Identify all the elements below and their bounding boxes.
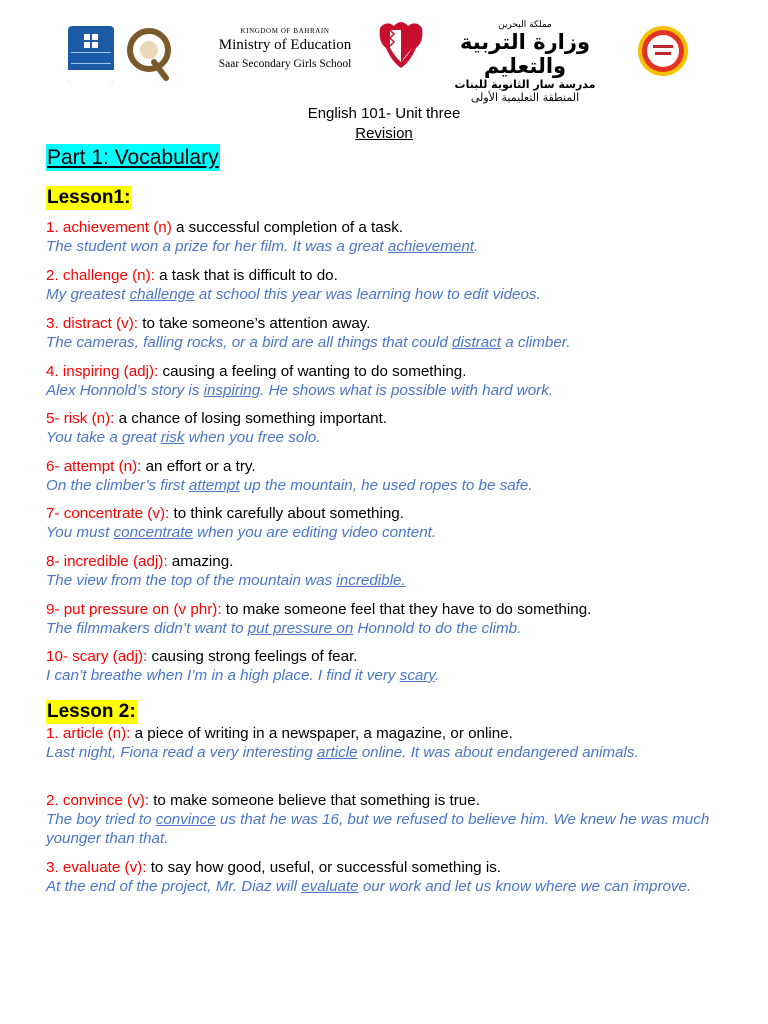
vocab-example: The filmmakers didn’t want to put pressure on Honnold to do the climb.: [46, 620, 522, 637]
vocab-term: 6- attempt (n):: [46, 458, 142, 475]
revision-title: Revision: [355, 125, 413, 142]
letterhead: [0, 18, 768, 104]
vocab-definition: to say how good, useful, or successful something is.: [146, 859, 502, 876]
vocab-definition: a chance of losing something important.: [114, 410, 388, 427]
part-heading: Part 1: Vocabulary: [47, 146, 219, 169]
vocab-term: 1. article (n):: [46, 725, 131, 742]
vocab-example: You take a great risk when you free solo.: [46, 429, 321, 446]
vocab-definition: causing a feeling of wanting to do something.: [158, 363, 467, 380]
vocab-definition: a piece of writing in a newspaper, a magazine, or online.: [130, 725, 513, 742]
example-keyword: evaluate: [301, 878, 359, 895]
example-keyword: put pressure on: [247, 620, 354, 637]
vocab-term: 1. achievement (n): [46, 219, 172, 236]
ministry-block: [200, 27, 370, 70]
vocab-definition: an effort or a try.: [141, 458, 256, 475]
showcase-schools-logo: [68, 26, 114, 84]
vocab-entry-convince: [46, 791, 746, 848]
example-keyword: convince: [155, 811, 216, 828]
vocab-definition: to make someone feel that they have to do something.: [221, 601, 592, 618]
vocab-example: The cameras, falling rocks, or a bird are all things that could distract a climber.: [46, 334, 571, 351]
example-keyword: risk: [160, 429, 185, 446]
vocab-entry-put-pressure-on: [46, 600, 746, 638]
vocab-term: 3. evaluate (v):: [46, 859, 147, 876]
example-keyword: attempt: [188, 477, 240, 494]
vocab-example: At the end of the project, Mr. Diaz will evaluate our work and let us know where we can improve.: [46, 878, 692, 895]
vocab-term: 2. convince (v):: [46, 792, 149, 809]
vocab-example: Last night, Fiona read a very interesting article online. It was about endangered animals.: [46, 744, 639, 761]
vocab-entry-article: [46, 724, 746, 762]
vocab-term: 5- risk (n):: [46, 410, 115, 427]
unit-title: English 101- Unit three: [307, 105, 461, 122]
arabic-ministry-block: [436, 20, 614, 104]
vocab-term: 8- incredible (adj):: [46, 553, 168, 570]
school-label: Saar Secondary Girls School: [218, 58, 352, 70]
vocab-term: 4. inspiring (adj):: [46, 363, 159, 380]
saar-school-logo: [636, 24, 690, 78]
vocab-example: The student won a prize for her film. It was a great achievement.: [46, 238, 479, 255]
vocab-example: The boy tried to convince us that he was 16, but we refused to believe him. We knew he was much younger than that.: [46, 811, 710, 847]
arabic-school-label: مدرسة سار الثانوية للبنات: [454, 78, 596, 91]
arabic-kingdom-label: مملكة البحرين: [498, 20, 552, 30]
example-keyword: article: [317, 744, 358, 761]
vocab-definition: to take someone’s attention away.: [138, 315, 371, 332]
vocab-entry-distract: [46, 314, 746, 352]
example-keyword: concentrate: [113, 524, 193, 541]
vocab-term: 10- scary (adj):: [46, 648, 148, 665]
bahrain-crest-logo: [376, 18, 426, 76]
vocab-entry-scary: [46, 647, 746, 685]
vocab-definition: a task that is difficult to do.: [154, 267, 338, 284]
vocab-example: My greatest challenge at school this year was learning how to edit videos.: [46, 286, 541, 303]
example-keyword: distract: [452, 334, 501, 351]
vocab-term: 2. challenge (n):: [46, 267, 155, 284]
ministry-label: Ministry of Education: [218, 37, 352, 53]
microsoft-windows-icon: [84, 34, 98, 48]
lesson2-heading: Lesson 2:: [47, 701, 136, 722]
vocab-term: 9- put pressure on (v phr):: [46, 601, 222, 618]
vocab-example: The view from the top of the mountain was incredible.: [46, 572, 406, 589]
vocab-entry-achievement: [46, 218, 746, 256]
arabic-region-label: المنطقة التعليمية الأولى: [470, 91, 580, 104]
kingdom-label: KINGDOM OF BAHRAIN: [240, 27, 330, 35]
vocab-definition: amazing.: [167, 553, 234, 570]
vocab-definition: to make someone believe that something is true.: [148, 792, 480, 809]
vocab-entry-incredible: [46, 552, 746, 590]
vocab-entry-risk: [46, 409, 746, 447]
vocab-entry-challenge: [46, 266, 746, 304]
example-keyword: inspiring: [203, 382, 261, 399]
example-keyword: incredible.: [336, 572, 406, 589]
vocab-example: I can’t breathe when I’m in a high place. I find it very scary.: [46, 667, 440, 684]
vocab-term: 7- concentrate (v):: [46, 505, 170, 522]
vocab-definition: causing strong feelings of fear.: [147, 648, 358, 665]
vocab-example: Alex Honnold’s story is inspiring. He shows what is possible with hard work.: [46, 382, 554, 399]
q-logo: [124, 24, 174, 84]
vocab-entry-concentrate: [46, 504, 746, 542]
arabic-ministry-label: وزارة التربية والتعليم: [459, 30, 591, 78]
vocab-entry-evaluate: [46, 858, 746, 896]
vocab-entry-attempt: [46, 457, 746, 495]
lesson1-heading: Lesson1:: [47, 187, 131, 208]
vocab-definition: to think carefully about something.: [169, 505, 404, 522]
vocab-entry-inspiring: [46, 362, 746, 400]
vocab-term: 3. distract (v):: [46, 315, 138, 332]
example-keyword: achievement: [387, 238, 474, 255]
vocab-definition: a successful completion of a task.: [171, 219, 404, 236]
example-keyword: challenge: [129, 286, 195, 303]
vocab-example: You must concentrate when you are editing video content.: [46, 524, 437, 541]
example-keyword: scary: [399, 667, 435, 684]
vocab-example: On the climber’s first attempt up the mountain, he used ropes to be safe.: [46, 477, 533, 494]
